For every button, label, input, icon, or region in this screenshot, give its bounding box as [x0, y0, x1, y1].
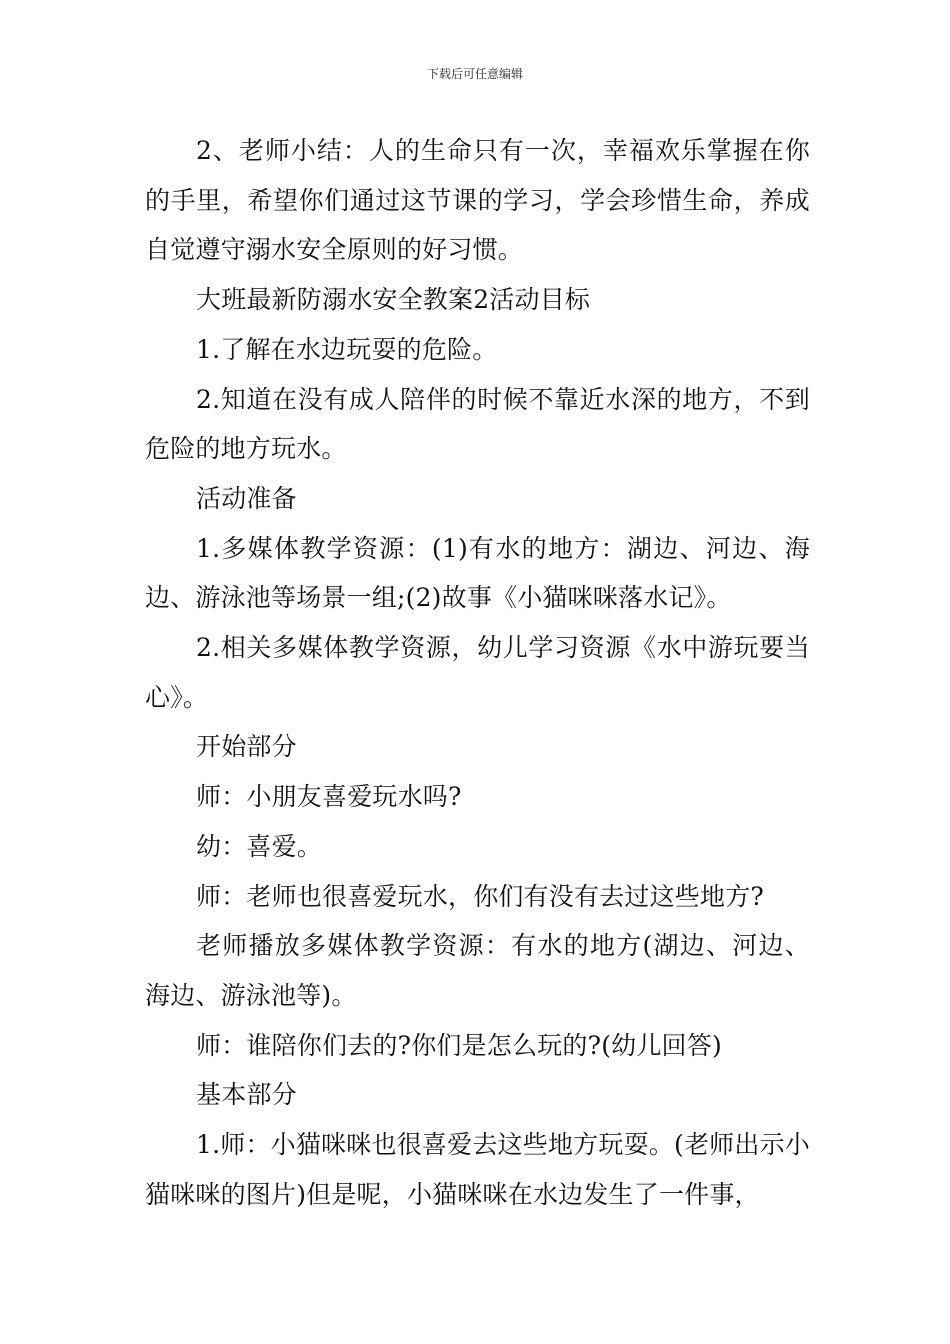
paragraph-lesson-title: 大班最新防溺水安全教案2活动目标	[196, 285, 591, 315]
dialogue-line: 师：谁陪你们去的?你们是怎么玩的?(幼儿回答)	[196, 1030, 722, 1060]
section-heading-preparation: 活动准备	[196, 483, 297, 513]
dialogue-line: 幼：喜爱。	[196, 831, 323, 861]
paragraph-media-playback: 老师播放多媒体教学资源：有水的地方(湖边、河边、海边、游泳池等)。	[145, 931, 810, 1010]
paragraph-preparation-1: 1.多媒体教学资源：(1)有水的地方：湖边、河边、海边、游泳池等场景一组;(2)故事《小猫咪咪落水记》。	[145, 533, 810, 613]
paragraph-preparation-2: 2.相关多媒体教学资源，幼儿学习资源《水中游玩要当心》。	[145, 633, 810, 712]
paragraph-main-1: 1.师：小猫咪咪也很喜爱去这些地方玩耍。(老师出示小猫咪咪的图片)但是呢，小猫咪咪在水边发生了一件事，	[145, 1130, 810, 1209]
dialogue-line: 师：老师也很喜爱玩水，你们有没有去过这些地方?	[196, 881, 765, 911]
section-heading-start: 开始部分	[196, 732, 297, 762]
document-body	[145, 126, 810, 1219]
paragraph-teacher-summary: 2、老师小结：人的生命只有一次，幸福欢乐掌握在你的手里，希望你们通过这节课的学习，学会珍惜生命，养成自觉遵守溺水安全原则的好习惯。	[145, 136, 810, 265]
dialogue-line: 师：小朋友喜爱玩水吗?	[196, 782, 462, 812]
page-header-note: 下载后可任意编辑	[426, 67, 523, 81]
paragraph-goal-1: 1.了解在水边玩耍的危险。	[196, 334, 498, 364]
section-heading-main: 基本部分	[196, 1080, 297, 1110]
paragraph-goal-2: 2.知道在没有成人陪伴的时候不靠近水深的地方，不到危险的地方玩水。	[145, 384, 810, 464]
